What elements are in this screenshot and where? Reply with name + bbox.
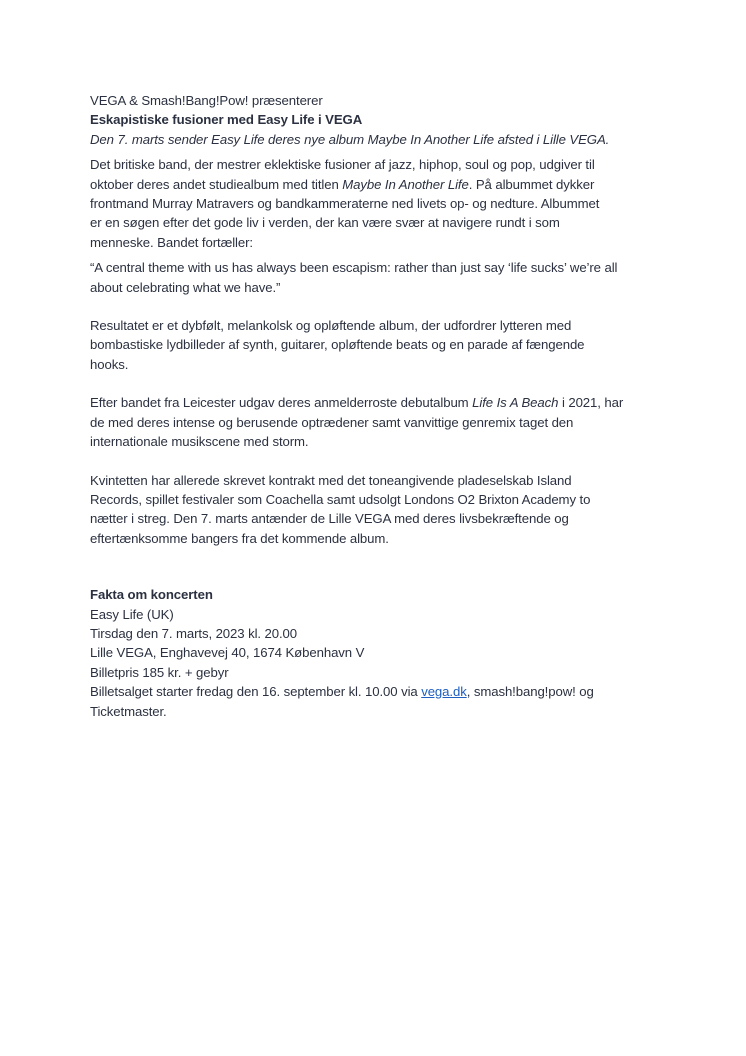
- vega-link[interactable]: vega.dk: [421, 684, 467, 700]
- text-line: bombastiske lydbilleder af synth, guitarer, opløftende beats og en parade af fængende: [90, 337, 585, 353]
- presenter-line: VEGA & Smash!Bang!Pow! præsenterer: [90, 93, 323, 108]
- paragraph-result: [90, 316, 670, 374]
- facts-heading: Fakta om koncerten: [90, 587, 213, 603]
- facts-ticket-sale: [90, 682, 670, 701]
- press-release: [90, 91, 670, 721]
- paragraph-quintet: [90, 471, 670, 549]
- text-line: eftertænksomme bangers fra det kommende album.: [90, 530, 389, 546]
- facts-ticket-sale-cont: Ticketmaster.: [90, 703, 167, 719]
- text-line: hooks.: [90, 356, 129, 372]
- text-segment: Efter bandet fra Leicester udgav deres anmelderroste debutalbum: [90, 395, 473, 411]
- subheadline: Den 7. marts sender Easy Life deres nye album Maybe In Another Life afsted i Lille VEGA.: [90, 131, 610, 147]
- concert-facts: [90, 585, 670, 721]
- band-quote: [90, 258, 670, 297]
- text-line: de med deres intense og berusende optrædener samt vanvittige genremix taget den: [90, 414, 574, 430]
- facts-venue: Lille VEGA, Enghavevej 40, 1674 København V: [90, 645, 365, 661]
- debut-album-title: Life Is A Beach: [472, 395, 559, 411]
- text-segment: oktober deres andet studiealbum med titlen: [90, 176, 343, 192]
- text-line: “A central theme with us has always been escapism: rather than just say ‘life sucks’ we’re all: [90, 260, 618, 276]
- text-segment: i 2021, har: [558, 395, 624, 411]
- paragraph-intro: [90, 155, 670, 252]
- facts-date: Tirsdag den 7. marts, 2023 kl. 20.00: [90, 625, 298, 641]
- text-line: about celebrating what we have.”: [90, 279, 281, 295]
- text-segment: Billetsalget starter fredag den 16. september kl. 10.00 via: [90, 684, 422, 700]
- facts-artist: Easy Life (UK): [90, 606, 174, 622]
- text-segment: . På albummet dykker: [468, 176, 595, 192]
- text-line: [90, 175, 670, 194]
- text-line: Kvintetten har allerede skrevet kontrakt med det toneangivende pladeselskab Island: [90, 472, 572, 488]
- text-line: Records, spillet festivaler som Coachella samt udsolgt Londons O2 Brixton Academy to: [90, 491, 591, 507]
- text-line: frontmand Murray Matravers og bandkammeraterne ned livets op- og nedture. Albummet: [90, 196, 600, 212]
- text-line: Det britiske band, der mestrer eklektiske fusioner af jazz, hiphop, soul og pop, udgiver til: [90, 157, 595, 173]
- text-line: nætter i streg. Den 7. marts antænder de Lille VEGA med deres livsbekræftende og: [90, 511, 569, 527]
- text-segment: , smash!bang!pow! og: [466, 684, 594, 700]
- text-line: er en søgen efter det gode liv i verden, der kan være svær at navigere rundt i som: [90, 215, 560, 231]
- facts-price: Billetpris 185 kr. + gebyr: [90, 664, 229, 680]
- text-line: menneske. Bandet fortæller:: [90, 234, 253, 250]
- text-line: internationale musikscene med storm.: [90, 434, 309, 450]
- text-line: Resultatet er et dybfølt, melankolsk og opløftende album, der udfordrer lytteren med: [90, 318, 572, 334]
- album-title: Maybe In Another Life: [342, 176, 469, 192]
- text-line: [90, 393, 670, 412]
- headline: Eskapistiske fusioner med Easy Life i VEGA: [90, 112, 363, 128]
- paragraph-debut: [90, 393, 670, 451]
